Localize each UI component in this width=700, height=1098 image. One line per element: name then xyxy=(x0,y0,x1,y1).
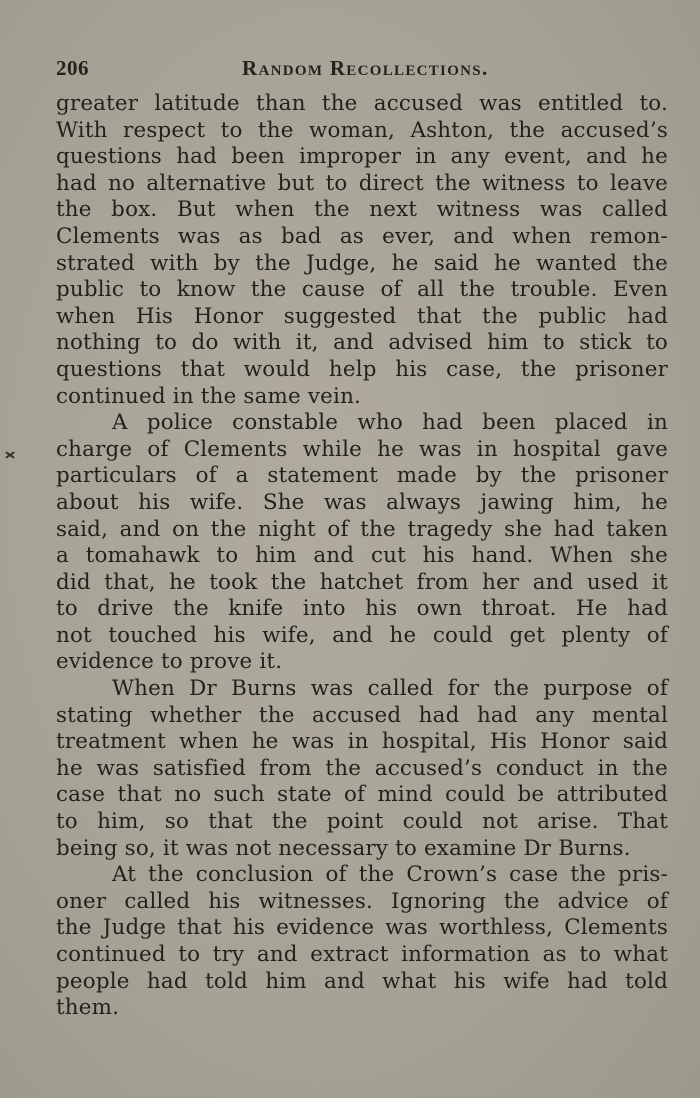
text-line: greater latitude than the accused was entitled to. xyxy=(56,91,668,116)
text-line: particulars of a statement made by the prisoner xyxy=(56,463,668,489)
text-line: strated with by the Judge, he said he wanted the xyxy=(56,250,668,276)
page-number: 206 xyxy=(56,56,89,80)
text-line: the Judge that his evidence was worthless, Clements xyxy=(56,915,668,941)
text-line: had no alternative but to direct the witness to leave xyxy=(56,170,668,196)
text-line: charge of Clements while he was in hospital gave xyxy=(56,436,668,462)
text-line: public to know the cause of all the trouble. Even xyxy=(56,277,668,303)
paragraph xyxy=(56,862,668,1022)
text-line: oner called his witnesses. Ignoring the advice of xyxy=(56,888,668,914)
text-line: With respect to the woman, Ashton, the accused’s xyxy=(56,117,668,143)
text-line: Clements was as bad as ever, and when remon- xyxy=(56,223,668,249)
text-line: questions had been improper in any event, and he xyxy=(56,144,668,170)
margin-pencil-mark xyxy=(4,449,16,461)
text-line: not touched his wife, and he could get plenty of xyxy=(56,622,668,648)
text-line: continued to try and extract information as to what xyxy=(56,942,668,967)
text-line: nothing to do with it, and advised him to stick to xyxy=(56,330,668,356)
text-line: a tomahawk to him and cut his hand. When she xyxy=(56,543,668,569)
text-line: to him, so that the point could not arise. That xyxy=(56,809,668,835)
paragraph xyxy=(56,410,668,676)
text-line: when His Honor suggested that the public had xyxy=(56,303,668,329)
text-line: continued in the same vein. xyxy=(56,383,362,409)
running-title: Random Recollections. xyxy=(242,56,489,80)
text-line: said, and on the night of the tragedy she had taken xyxy=(56,516,668,542)
text-line: did that, he took the hatchet from her and used it xyxy=(56,569,668,595)
text-line: treatment when he was in hospital, His Honor said xyxy=(56,729,668,755)
text-line: questions that would help his case, the prisoner xyxy=(56,356,668,382)
paragraph xyxy=(56,91,668,410)
paragraph xyxy=(56,676,668,862)
text-line: When Dr Burns was called for the purpose of xyxy=(112,676,668,702)
text-line: to drive the knife into his own throat. He had xyxy=(56,596,668,622)
page-header xyxy=(56,56,668,84)
text-line: stating whether the accused had had any mental xyxy=(56,702,668,728)
body-text xyxy=(56,91,668,1022)
text-line: about his wife. She was always jawing him, he xyxy=(56,489,668,515)
text-line: people had told him and what his wife had told xyxy=(56,968,668,994)
text-line: the box. But when the next witness was called xyxy=(56,197,668,223)
text-line: case that no such state of mind could be attributed xyxy=(56,782,668,808)
text-line: evidence to prove it. xyxy=(56,649,283,675)
text-line: A police constable who had been placed in xyxy=(112,410,668,436)
text-line: he was satisfied from the accused’s conduct in the xyxy=(56,755,668,781)
text-line: being so, it was not necessary to examine Dr Burns. xyxy=(56,835,631,861)
text-line: them. xyxy=(56,995,120,1021)
text-line: At the conclusion of the Crown’s case the pris- xyxy=(112,862,668,888)
